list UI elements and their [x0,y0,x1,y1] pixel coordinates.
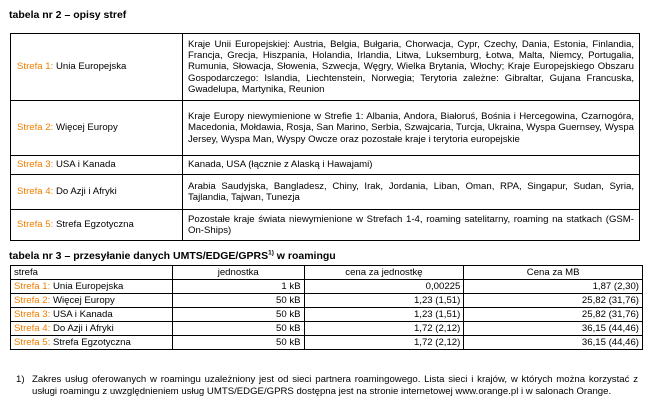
zone-name: USA i Kanada [52,308,113,320]
table-row [11,156,640,175]
table-row [11,336,643,350]
unit-cell: 50 kB [172,308,304,322]
zone-name: Strefa Egzotyczna [55,219,134,231]
zone-name: Unia Europejska [52,280,124,292]
column-header-unit: jednostka [172,266,304,280]
unit-cell: 1 kB [172,280,304,294]
zone-cell [11,34,183,101]
table-row [11,280,643,294]
zone-cell [11,210,183,241]
column-header-mb-price: Cena za MB [464,266,643,280]
zone-name: Więcej Europy [52,294,115,306]
data-transfer-table [10,265,643,350]
unit-price-cell: 1,72 (2,12) [304,322,464,336]
zone-description: Kraje Europy niewymienione w Strefie 1: Albania, Andora, Białoruś, Bośnia i Hercegowina, Czarnogóra, Macedonia, Mołdawia, Rosja, San Marino, Serbia, Szwajcaria, Turcja, Ukraina, Wyspa Guernsey, Wyspa Jersey, Wyspa Man, Wyspy Owcze oraz pozostałe kraje i terytoria europejskie [183,101,640,156]
zone-label: Strefa 2: [14,294,51,306]
table-row [11,308,643,322]
mb-price-cell: 25,82 (31,76) [464,308,643,322]
column-header-unit-price: cena za jednostkę [304,266,464,280]
zone-cell [11,294,173,308]
zone-label: Strefa 4: [17,186,54,198]
zone-name: Więcej Europy [55,122,118,134]
zone-cell [11,101,183,156]
data-transfer-table-title [9,250,336,262]
zone-name: Do Azji i Afryki [55,186,117,198]
zone-cell [11,175,183,210]
zone-label: Strefa 3: [14,308,51,320]
table-row [11,210,640,241]
zone-description: Kraje Unii Europejskiej: Austria, Belgia, Bułgaria, Chorwacja, Cypr, Czechy, Dania, Estonia, Finlandia, Francja, Grecja, Hiszpania, Holandia, Irlandia, Litwa, Luksemburg, Łotwa, Malta, Niemcy, Portugalia, Rumunia, Słowacja, Słowenia, Szwecja, Węgry, Wielka Brytania, Włochy; Kraje Europejskiego Obszaru Gospodarczego: Islandia, Liechtenstein, Norwegia; Terytoria zależne: Gibraltar, Gujana Francuska, Gwadelupa, Martynika, Reunion [183,34,640,101]
zone-label: Strefa 5: [17,219,54,231]
title-text: tabela nr 3 – przesyłanie danych UMTS/EDGE/GPRS [9,250,269,262]
unit-price-cell: 1,23 (1,51) [304,308,464,322]
zones-table-title: tabela nr 2 – opisy stref [9,9,127,21]
zone-label: Strefa 4: [14,322,51,334]
zone-label: Strefa 1: [14,280,51,292]
unit-price-cell: 0,00225 [304,280,464,294]
zone-name: Strefa Egzotyczna [52,336,131,348]
zone-description: Arabia Saudyjska, Bangladesz, Chiny, Irak, Jordania, Liban, Oman, RPA, Singapur, Sudan, Syria, Tajlandia, Tajwan, Tunezja [183,175,640,210]
footnote-number: 1) [16,374,25,385]
zone-description: Kanada, USA (łącznie z Alaską i Hawajami) [183,156,640,175]
zones-table [10,33,640,241]
zone-cell [11,156,183,175]
footnote [16,374,638,397]
zone-name: USA i Kanada [55,159,116,171]
zone-cell [11,280,173,294]
table-row [11,175,640,210]
zone-description: Pozostałe kraje świata niewymienione w Strefach 1-4, roaming satelitarny, roaming na statkach (GSM-On-Ships) [183,210,640,241]
zone-name: Unia Europejska [55,61,127,73]
unit-price-cell: 1,72 (2,12) [304,336,464,350]
table-row [11,101,640,156]
zone-label: Strefa 3: [17,159,54,171]
zone-label: Strefa 5: [14,336,51,348]
table-row [11,34,640,101]
zone-cell [11,308,173,322]
column-header-zone: strefa [11,266,173,280]
mb-price-cell: 25,82 (31,76) [464,294,643,308]
zone-label: Strefa 2: [17,122,54,134]
unit-cell: 50 kB [172,322,304,336]
zone-label: Strefa 1: [17,61,54,73]
zone-cell [11,336,173,350]
unit-price-cell: 1,23 (1,51) [304,294,464,308]
table-row [11,322,643,336]
mb-price-cell: 36,15 (44,46) [464,336,643,350]
title-suffix: w roamingu [276,250,336,262]
footnote-marker: 1) [268,249,274,257]
zone-name: Do Azji i Afryki [52,322,114,334]
footnote-text: Zakres usług oferowanych w roamingu uzależniony jest od sieci partnera roamingowego. Lista sieci i krajów, w których można korzystać z usługi roamingu z uwzględnieniem usług UMTS/EDGE/GPRS dostępna jest na stronie internetowej www.orange.pl i w salonach Orange. [32,374,638,397]
table-header-row [11,266,643,280]
zone-cell [11,322,173,336]
mb-price-cell: 1,87 (2,30) [464,280,643,294]
table-row [11,294,643,308]
mb-price-cell: 36,15 (44,46) [464,322,643,336]
unit-cell: 50 kB [172,294,304,308]
unit-cell: 50 kB [172,336,304,350]
